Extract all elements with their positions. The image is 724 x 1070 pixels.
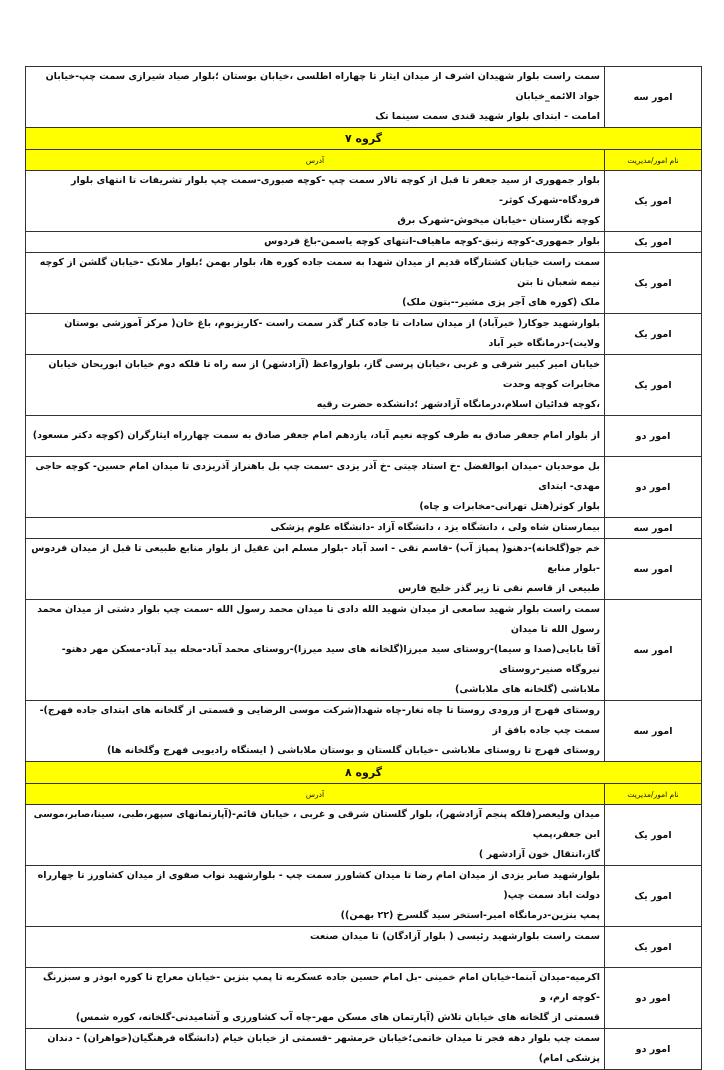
table-row — [26, 805, 702, 866]
address-line: گاز،انتقال خون آزادشهر ) — [478, 849, 600, 860]
address-line: طبیعی از قاسم نقی تا زیر گذر خلیج فارس — [398, 583, 600, 594]
address-cell — [26, 253, 605, 314]
address-line: بلوارشهید صابر یزدی از میدان امام رضا تا میدان کشاورز سمت چپ - بلوارشهید نواب صفوی از میدان کشاورز تا چهارراه دولت اباد سمت چپ( — [37, 870, 600, 901]
table-row — [26, 253, 702, 314]
address-cell — [26, 1029, 605, 1070]
address-line: بل موحدیان -میدان ابوالفضل -خ استاد چیتی -خ آذر یزدی -سمت چپ بل باهنراز آذریزدی تا میدان امام حسین- کوچه حاجی مهدی- ابتدای — [35, 461, 600, 492]
address-line: ،کوچه فدائیان اسلام،درمانگاه آزادشهر ؛دانشکده حضرت رقیه — [316, 399, 600, 410]
district-name: امور دو — [605, 1029, 702, 1070]
address-line: سمت راست بلوارشهید رئیسی ( بلوار آزادگان) تا میدان صنعت — [309, 931, 600, 942]
district-name: امور یک — [605, 314, 702, 355]
address-cell — [26, 968, 605, 1029]
table-body — [26, 67, 702, 1070]
table-row — [26, 968, 702, 1029]
district-name: امور سه — [605, 600, 702, 701]
header-address: آدرس — [26, 150, 605, 171]
table-row — [26, 1029, 702, 1070]
table-row — [26, 600, 702, 701]
address-line: بلوار کوثر(هتل تهرانی-مخابرات و چاه) — [419, 501, 600, 512]
address-line: کوچه نگارستان -خیابان میخوش-شهرک برق — [397, 215, 600, 226]
address-line: ملک (کوره های آجر پزی مشیر--بتون ملک) — [402, 297, 600, 308]
address-line: سمت چپ بلوار دهه فجر تا میدان خاتمی؛خیابان خرمشهر -قسمتی از خیابان خیام (دانشگاه فرهنگیان(خواهران) - دندان پزشکی امام) — [47, 1033, 600, 1064]
header-name: نام امور/مدیریت — [605, 150, 702, 171]
table-row — [26, 539, 702, 600]
address-cell — [26, 355, 605, 416]
address-line: بیمارستان شاه ولی ، دانشگاه یزد ، دانشگاه آزاد -دانشگاه علوم پزشکی — [270, 522, 600, 533]
table-row — [26, 416, 702, 457]
group-title: گروه ۷ — [26, 128, 702, 150]
address-line: خیابان امیر کبیر شرقی و غربی ،خیابان پرسی گاز، بلوارواعظ (آزادشهر) از سه راه تا فلکه دوم خیابان ابوریحان خیابان مخابرات کوچه وحدت — [48, 359, 600, 390]
table-row — [26, 171, 702, 232]
district-name: امور یک — [605, 355, 702, 416]
header-name: نام امور/مدیریت — [605, 784, 702, 805]
address-line: از بلوار امام جعفر صادق به طرف کوچه نعیم آباد، یازدهم امام جعفر صادق به سمت چهارراه ایثارگران (کوچه دکتر مسعود) — [32, 430, 600, 441]
address-cell — [26, 927, 605, 968]
address-line: روستای فهرج از ورودی روستا تا چاه تغار-چاه شهدا(شرکت موسی الرضایی و قسمتی از گلخانه های ابتدای جاده فهرج)-سمت چپ جاده بافق از — [39, 705, 600, 736]
district-name: امور سه — [605, 518, 702, 539]
address-line: پمپ بنزین-درمانگاه امیر-استخر سید گلسرخ (۲۲ بهمن)) — [340, 910, 600, 921]
address-line: اکرمیه-میدان آبنما-خیابان امام خمینی -بل امام حسین جاده عسکریه تا پمپ بنزین -خیابان معراج تا کوره ابوذر و سبزرنگ -کوچه ارم، و — [42, 972, 600, 1003]
address-line: قسمتی از گلخانه های خیابان تلاش (آپارتمان های مسکن مهر-چاه آب کشاورزی و آشامیدنی-گلخانه، کوره شمس) — [75, 1012, 600, 1023]
group-title: گروه ۸ — [26, 762, 702, 784]
district-name: امور دو — [605, 968, 702, 1029]
address-line: روستای فهرج تا روستای ملاباشی -خیابان گلستان و بوستان ملاباشی ( ایستگاه رادیویی فهرج وگلخانه ها) — [106, 745, 600, 756]
address-line: آقا بابایی(صدا و سیما)-روستای سید میرزا(گلخانه های سید میرزا)-روستای محمد آباد-محله بید آباد-مسکن مهر دهنو-نیروگاه صنیر-روستای — [61, 644, 600, 675]
address-line: ملاباشی (گلخانه های ملاباشی) — [455, 684, 600, 695]
district-name: امور یک — [605, 805, 702, 866]
address-line: سمت راست بلوار شهیدان اشرف از میدان ایثار تا چهاراه اطلسی ،خیابان بوستان ؛بلوار صیاد شیرازی سمت چپ-خیابان جواد الائمه_خیابان — [45, 71, 600, 102]
table-row — [26, 314, 702, 355]
address-line — [30, 947, 600, 967]
address-line: بلوار جمهوری از سید جعفر تا قبل از کوچه تالار سمت چپ -کوچه صبوری-سمت چپ بلوار تشریفات تا انتهای بلوار فرودگاه-شهرک کوثر- — [71, 175, 600, 206]
address-cell — [26, 805, 605, 866]
column-header-row — [26, 150, 702, 171]
table-row — [26, 518, 702, 539]
table-row — [26, 866, 702, 927]
address-cell — [26, 67, 605, 128]
address-cell — [26, 600, 605, 701]
header-address: آدرس — [26, 784, 605, 805]
group-title-row — [26, 762, 702, 784]
address-line: سمت راست بلوار شهید سامعی از میدان شهید الله دادی تا میدان محمد رسول الله -سمت چپ بلوار دشتی از میدان محمد رسول الله تا میدان — [37, 604, 600, 635]
address-cell — [26, 866, 605, 927]
address-line: بلوارشهید جوکار( خیرآباد) از میدان سادات تا جاده کنار گذر سمت راست -کاریزبوم، باغ خان( مرکز آموزشی بوستان ولایت)-درمانگاه خیر آباد — [64, 318, 600, 349]
address-cell — [26, 539, 605, 600]
address-cell — [26, 457, 605, 518]
group-title-row — [26, 128, 702, 150]
district-name: امور یک — [605, 927, 702, 968]
address-cell — [26, 518, 605, 539]
service-area-table — [25, 66, 702, 1070]
address-cell — [26, 416, 605, 457]
address-line: امامت - ابتدای بلوار شهید قندی سمت سینما تک — [375, 111, 600, 122]
district-name: امور سه — [605, 539, 702, 600]
district-name: امور دو — [605, 416, 702, 457]
district-name: امور یک — [605, 232, 702, 253]
district-name: امور سه — [605, 67, 702, 128]
column-header-row — [26, 784, 702, 805]
table-row — [26, 67, 702, 128]
table-row — [26, 927, 702, 968]
address-cell — [26, 701, 605, 762]
table-row — [26, 232, 702, 253]
address-line: خم جو(گلخانه)-دهنو( پمپاژ آب) -قاسم نقی - اسد آباد -بلوار مسلم ابن عقیل از بلوار منابع طبیعی تا قبل از میدان فردوس -بلوار منابع — [31, 543, 600, 574]
table-row — [26, 355, 702, 416]
table-row — [26, 457, 702, 518]
district-name: امور یک — [605, 171, 702, 232]
address-cell — [26, 314, 605, 355]
address-cell — [26, 232, 605, 253]
address-line: سمت راست خیابان کشتارگاه قدیم از میدان شهدا به سمت جاده کوره ها، بلوار بهمن ؛بلوار ملانک -خیابان گلشن از کوچه نیمه شعبان تا بتن — [39, 257, 600, 288]
district-name: امور یک — [605, 253, 702, 314]
district-name: امور سه — [605, 701, 702, 762]
district-name: امور یک — [605, 866, 702, 927]
address-line: میدان ولیعصر(فلکه پنجم آزادشهر)، بلوار گلستان شرقی و غربی ، خیابان قائم-(آپارتمانهای سپهر،طبی، سینا،صابر،موسی ابن جعفر،پمپ — [33, 809, 600, 840]
district-name: امور دو — [605, 457, 702, 518]
table-row — [26, 701, 702, 762]
address-line: بلوار جمهوری-کوچه زنبق-کوچه ماهیاف-انتهای کوچه یاسمن-باغ فردوس — [264, 236, 600, 247]
address-cell — [26, 171, 605, 232]
